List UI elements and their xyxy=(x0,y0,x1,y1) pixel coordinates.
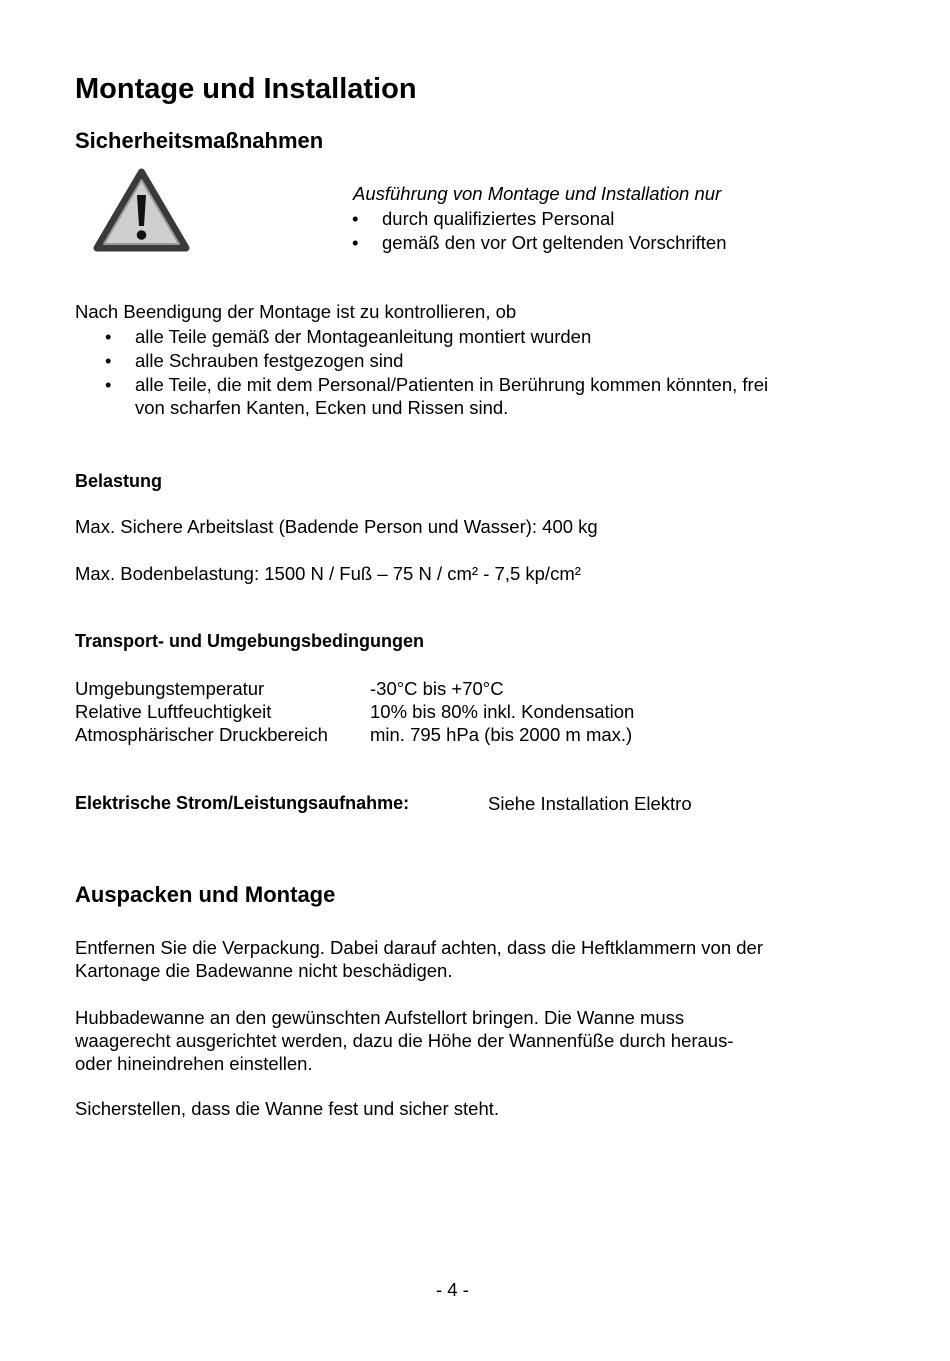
load-max-working: Max. Sichere Arbeitslast (Badende Person und Wasser): 400 kg xyxy=(75,516,598,537)
unpack-heading: Auspacken und Montage xyxy=(75,882,336,907)
conditions-label: Relative Luftfeuchtigkeit xyxy=(75,701,272,722)
conditions-value: -30°C bis +70°C xyxy=(370,678,504,699)
electric-label: Elektrische Strom/Leistungsaufnahme: xyxy=(75,793,410,813)
bullet-icon: • xyxy=(105,350,112,371)
conditions-value: min. 795 hPa (bis 2000 m max.) xyxy=(370,724,633,745)
conditions-value: 10% bis 80% inkl. Kondensation xyxy=(370,701,635,722)
conditions-heading: Transport- und Umgebungsbedingungen xyxy=(75,631,424,651)
bullet-icon: • xyxy=(352,232,359,253)
check-item-continued: von scharfen Kanten, Ecken und Rissen sind. xyxy=(135,397,509,418)
conditions-label: Umgebungstemperatur xyxy=(75,678,265,699)
unpack-paragraph: Kartonage die Badewanne nicht beschädigen. xyxy=(75,960,453,981)
unpack-paragraph: Sicherstellen, dass die Wanne fest und sicher steht. xyxy=(75,1098,500,1119)
conditions-label: Atmosphärischer Druckbereich xyxy=(75,724,328,745)
check-intro: Nach Beendigung der Montage ist zu kontrollieren, ob xyxy=(75,301,517,322)
bullet-icon: • xyxy=(105,326,112,347)
bullet-icon: • xyxy=(352,208,359,229)
bullet-icon: • xyxy=(105,374,112,395)
warning-triangle-icon xyxy=(93,168,190,254)
safety-notice-intro: Ausführung von Montage und Installation nur xyxy=(353,183,722,204)
unpack-paragraph: Hubbadewanne an den gewünschten Aufstellort bringen. Die Wanne muss xyxy=(75,1007,685,1028)
safety-notice-item: durch qualifiziertes Personal xyxy=(382,208,615,229)
unpack-paragraph: waagerecht ausgerichtet werden, dazu die Höhe der Wannenfüße durch heraus- xyxy=(75,1030,734,1051)
safety-heading: Sicherheitsmaßnahmen xyxy=(75,128,324,153)
electric-value: Siehe Installation Elektro xyxy=(488,793,692,814)
load-heading: Belastung xyxy=(75,471,163,491)
check-item: alle Teile, die mit dem Personal/Patienten in Berührung kommen könnten, frei xyxy=(135,374,769,395)
page-number: - 4 - xyxy=(436,1279,469,1300)
safety-notice-item: gemäß den vor Ort geltenden Vorschriften xyxy=(382,232,727,253)
unpack-paragraph: Entfernen Sie die Verpackung. Dabei darauf achten, dass die Heftklammern von der xyxy=(75,937,763,958)
check-item: alle Schrauben festgezogen sind xyxy=(135,350,404,371)
unpack-paragraph: oder hineindrehen einstellen. xyxy=(75,1053,313,1074)
load-floor: Max. Bodenbelastung: 1500 N / Fuß – 75 N / cm² - 7,5 kp/cm² xyxy=(75,563,581,584)
check-item: alle Teile gemäß der Montageanleitung montiert wurden xyxy=(135,326,592,347)
page-title: Montage und Installation xyxy=(75,73,417,105)
